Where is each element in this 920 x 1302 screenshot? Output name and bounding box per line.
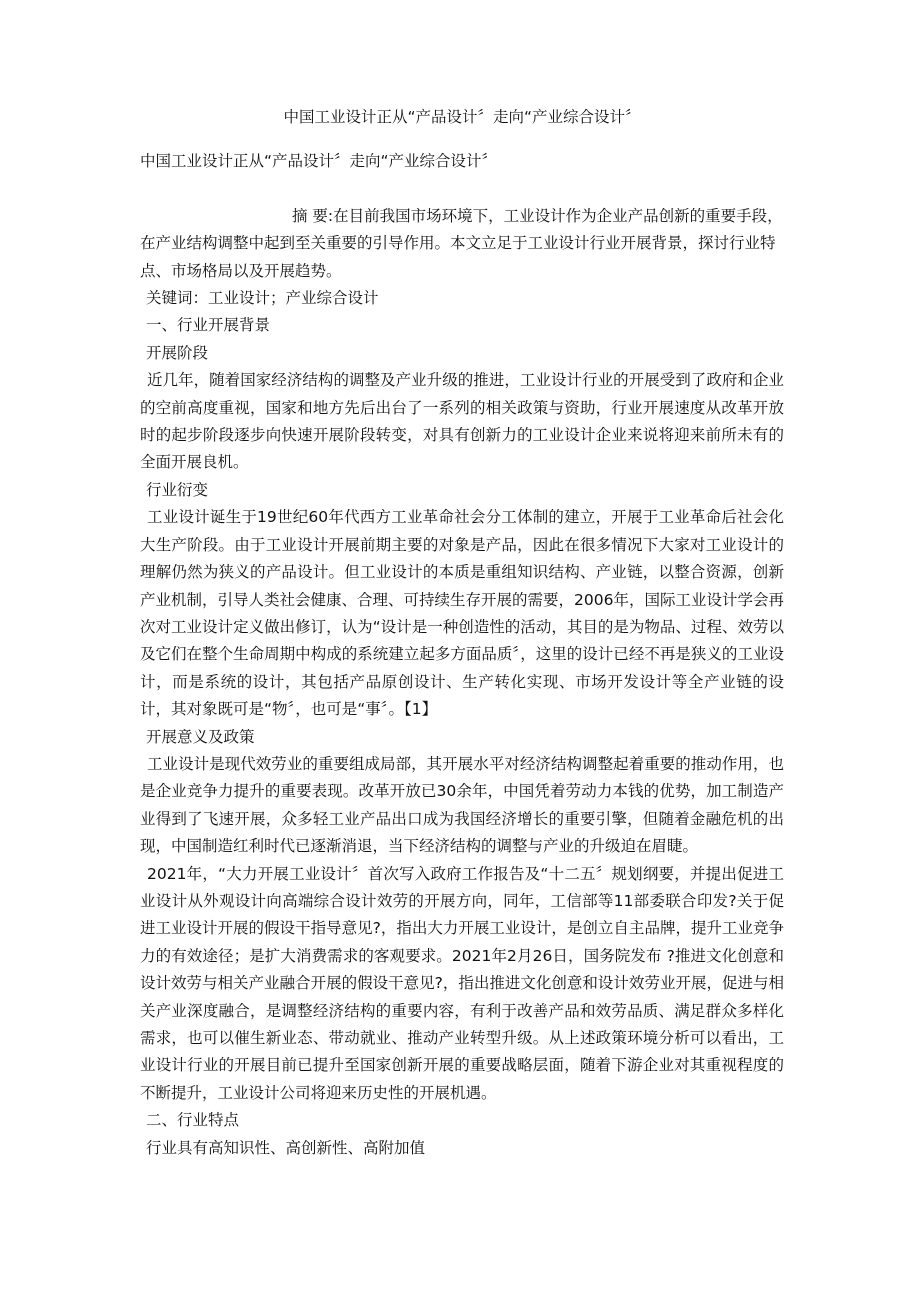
document-subtitle: 中国工业设计正从“产品设计〞走向“产业综合设计〞 bbox=[140, 152, 498, 171]
subsection-heading-stage: 开展阶段 bbox=[146, 343, 209, 362]
paragraph-policy-details: 2021年，“大力开展工业设计〞首次写入政府工作报告及“十二五〞规划纲要，并提出促进工业设计从外观设计向高端综合设计效劳的开展方向，同年，工信部等11部委联合印发?关于促进工业设计开展的假设干指导意见?，指出大力开展工业设计，是创立自主品牌，提升工业竞争力的有效途径；是扩大消费需求的客观要求。2021年2月26日，国务院发布 ?推进文化创意和设计效劳与相关产业融合开展的假设干意见?，指出推进文化创意和设计效劳业开展，促进与相关产业深度融合，是调整经济结构的重要内容，有利于改善产品和效劳品质、满足群众多样化需求，也可以催生新业态、带动就业、推动产业转型升级。从上述政策环境分析可以看出，工业设计行业的开展目前已提升至国家创新开展的重要战略层面，随着下游企业对其重视程度的不断提升，工业设计公司将迎来历史性的开展机遇。 bbox=[140, 864, 784, 1102]
section-heading-2: 二、行业特点 bbox=[146, 1111, 240, 1130]
subsection-heading-policy: 开展意义及政策 bbox=[146, 727, 255, 746]
abstract-text: 在目前我国市场环境下，工业设计作为企业产品创新的重要手段，在产业结构调整中起到至关重要的引导作用。本文立足于工业设计行业开展背景，探讨行业特点、市场格局以及开展趋势。 bbox=[140, 206, 783, 280]
paragraph-evolution: 工业设计诞生于19世纪60年代西方工业革命社会分工体制的建立，开展于工业革命后社会化大生产阶段。由于工业设计开展前期主要的对象是产品，因此在很多情况下大家对工业设计的理解仍然为狭义的产品设计。但工业设计的本质是重组知识结构、产业链，以整合资源，创新产业机制，引导人类社会健康、合理、可持续生存开展的需要，2006年，国际工业设计学会再次对工业设计定义做出修订，认为“设计是一种创造性的活动，其目的是为物品、过程、效劳以及它们在整个生命周期中构成的系统建立起多方面品质〞，这里的设计已经不再是狭义的工业设计，而是系统的设计，其包括产品原创设计、生产转化实现、市场开发设计等全产业链的设计，其对象既可是“物〞，也可是“事〞。【1】 bbox=[140, 508, 784, 719]
document-title: 中国工业设计正从“产品设计〞走向“产业综合设计〞 bbox=[283, 108, 641, 126]
section-heading-1: 一、行业开展背景 bbox=[146, 316, 271, 335]
subsection-heading-features: 行业具有高知识性、高创新性、高附加值 bbox=[146, 1138, 426, 1157]
paragraph-policy-significance: 工业设计是现代效劳业的重要组成局部，其开展水平对经济结构调整起着重要的推动作用，也是企业竞争力提升的重要表现。改革开放已30余年，中国凭着劳动力本钱的优势，加工制造产业得到了飞速开展，众多轻工业产品出口成为我国经济增长的重要引擎，但随着金融危机的出现，中国制造红利时代已逐渐消退，当下经济结构的调整与产业的升级迫在眉睫。 bbox=[140, 754, 784, 856]
abstract-paragraph bbox=[140, 203, 784, 285]
subsection-heading-evolution: 行业衍变 bbox=[146, 480, 209, 499]
paragraph-stage: 近几年，随着国家经济结构的调整及产业升级的推进，工业设计行业的开展受到了政府和企业的空前高度重视，国家和地方先后出台了一系列的相关政策与资助，行业开展速度从改革开放时的起步阶段逐步向快速开展阶段转变，对具有创新力的工业设计企业来说将迎来前所未有的全面开展良机。 bbox=[140, 371, 784, 472]
document-body bbox=[140, 104, 784, 1162]
abstract-label: 摘 要: bbox=[292, 206, 334, 225]
keywords-line: 关键词：工业设计；产业综合设计 bbox=[146, 289, 379, 308]
